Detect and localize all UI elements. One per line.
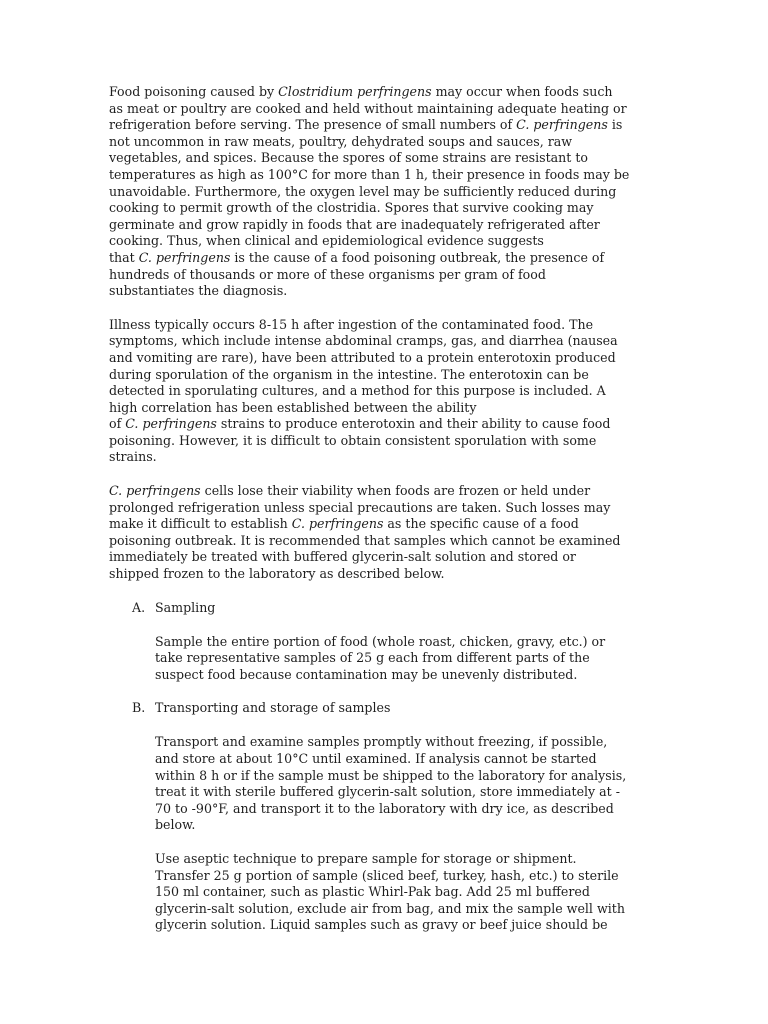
organism-name: C. perfringens (291, 516, 384, 532)
section-title: Sampling (155, 599, 216, 615)
section-b-body-2: Use aseptic technique to prepare sample for storage or shipment. Transfer 25 g portion of sample (sliced beef, turkey, hash, etc.) to sterile 150 ml container, such as plastic Whirl-Pak bag. Add 25 ml buffered glycerin-salt solution, exclude air from bag, and mix the sample well with glycerin solution. Liquid samples such as gravy or beef juice should be (155, 850, 625, 933)
section-letter: B. (132, 700, 146, 716)
section-a-body: Sample the entire portion of food (whole roast, chicken, gravy, etc.) or take representative samples of 25 g each from different parts of the suspect food because contamination may be unevenly distributed. (155, 633, 606, 682)
paragraph-intro (109, 84, 649, 300)
organism-name: Clostridium perfringens (278, 84, 432, 99)
organism-name: C. perfringens (125, 416, 217, 432)
text-run: may occur when foods such as meat or poultry are cooked and held without maintaining adequate heating or refrigeration before serving. The presence of small numbers of (109, 84, 627, 133)
text-run: strains to produce enterotoxin and their ability to cause food poisoning. However, it is difficult to obtain consistent sporulation with some strains. (109, 416, 611, 465)
section-letter: A. (132, 599, 146, 615)
document-page (109, 84, 649, 951)
text-run: cells lose their viability when foods are frozen or held under prolonged refrigeration unless special precautions are taken. Such losses may make it difficult to establish (109, 483, 611, 532)
paragraph-illness (109, 317, 649, 466)
text-run: Food poisoning caused by (109, 84, 279, 99)
organism-name: C. perfringens (138, 249, 231, 265)
text-run: is the cause of a food poisoning outbreak, the presence of hundreds of thousands or more of these organisms per gram of food substantiates the diagnosis. (109, 249, 605, 299)
text-run: as the specific cause of a food poisoning outbreak. It is recommended that samples which cannot be examined immediately be treated with buffered glycerin-salt solution and stored or shipped frozen to the laboratory as described below. (109, 516, 621, 582)
organism-name: C. perfringens (109, 483, 201, 499)
section-b-body-1: Transport and examine samples promptly without freezing, if possible, and store at about 10°C until examined. If analysis cannot be started within 8 h or if the sample must be shipped to the laboratory for analysis, treat it with sterile buffered glycerin-salt solution, store immediately at - 70 to -90°F, and transport it to the laboratory with dry ice, as described below. (155, 734, 627, 833)
text-run: is not uncommon in raw meats, poultry, dehydrated soups and sauces, raw vegetables, and spices. Because the spores of some strains are resistant to temperatures as high as 100°C for more than 1 h, their presence in foods may be unavoidable. Furthermore, the oxygen level may be sufficiently reduced during cooking to permit growth of the clostridia. Spores that survive cooking may germinate and grow rapidly in foods that are inadequately refrigerated after cooking. Thus, when clinical and epidemiological evidence suggests that (109, 117, 630, 265)
section-title: Transporting and storage of samples (155, 700, 391, 716)
organism-name: C. perfringens (516, 117, 608, 133)
text-run: Illness typically occurs 8-15 h after ingestion of the contaminated food. The symptoms, which include intense abdominal cramps, gas, and diarrhea (nausea and vomiting are rare), have been attributed to a protein enterotoxin produced during sporulation of the organism in the intestine. The enterotoxin can be detected in sporulating cultures, and a method for this purpose is included. A high correlation has been established between the ability of (109, 316, 618, 432)
section-a-heading (109, 600, 649, 617)
paragraph-viability (109, 483, 649, 583)
section-b-heading (109, 700, 649, 717)
